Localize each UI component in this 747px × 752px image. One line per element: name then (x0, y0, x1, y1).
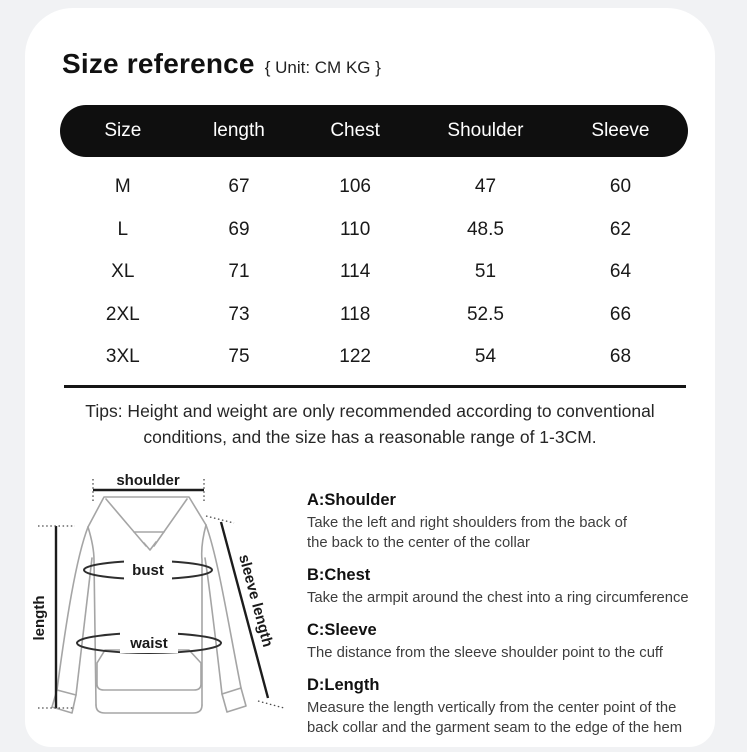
table-cell: 110 (339, 218, 371, 240)
guide-text: Measure the length vertically from the center point of the (307, 700, 677, 716)
hoodie-measurement-diagram (30, 460, 292, 752)
column-header-sleeve: Sleeve (591, 120, 650, 141)
guide-text: The distance from the sleeve shoulder point to the cuff (307, 645, 663, 661)
table-cell: M (114, 176, 131, 198)
size-reference-card (25, 8, 715, 747)
table-cell: 48.5 (466, 218, 504, 240)
how-to-measure-section (25, 460, 715, 747)
table-cell: 60 (609, 176, 632, 198)
size-table-body (60, 166, 688, 379)
table-row-3xl (60, 336, 688, 379)
table-cell: 75 (228, 346, 250, 368)
table-cell: 66 (609, 303, 632, 325)
table-row-l (60, 209, 688, 252)
table-cell: 118 (339, 303, 371, 325)
size-table-header (60, 105, 688, 157)
table-cell: 71 (228, 261, 250, 283)
column-header-length: length (213, 120, 265, 141)
column-header-shoulder: Shoulder (447, 120, 524, 141)
table-underline (64, 385, 686, 388)
tips-text (25, 398, 715, 450)
guide-text: Take the armpit around the chest into a ring circumference (307, 590, 689, 606)
table-cell: 52.5 (466, 303, 504, 325)
table-cell: 68 (609, 346, 632, 368)
table-row-2xl (60, 294, 688, 337)
bust-label: bust (132, 562, 164, 579)
shoulder-label: shoulder (116, 472, 180, 489)
tips-line: conditions, and the size has a reasonable range of 1-3CM. (143, 427, 597, 447)
guide-title: A:Shoulder (307, 491, 396, 509)
guide-item-length (307, 675, 719, 738)
table-cell: 114 (339, 261, 371, 283)
table-cell: L (117, 218, 129, 240)
column-header-chest: Chest (330, 120, 380, 141)
title-row (62, 48, 381, 80)
guide-item-shoulder (307, 490, 719, 553)
hoodie-outline (52, 497, 246, 713)
table-row-m (60, 166, 688, 209)
guide-title: D:Length (307, 676, 380, 694)
table-cell: 47 (474, 176, 497, 198)
length-label: length (31, 595, 48, 641)
table-cell: 51 (474, 261, 497, 283)
guide-title: C:Sleeve (307, 621, 377, 639)
guide-item-sleeve (307, 620, 719, 663)
guide-text: back collar and the garment seam to the edge of the hem (307, 720, 683, 736)
measurement-guide (307, 490, 719, 750)
table-cell: XL (111, 261, 135, 283)
page-title: Size reference (62, 48, 255, 79)
table-cell: 62 (609, 218, 632, 240)
table-cell: 73 (228, 303, 250, 325)
table-cell: 2XL (105, 303, 140, 325)
guide-title: B:Chest (307, 566, 371, 584)
guide-text: the back to the center of the collar (307, 535, 530, 551)
waist-label: waist (130, 635, 168, 652)
sleeve-length-label: sleeve length (235, 552, 277, 649)
table-cell: 106 (339, 176, 371, 198)
tips-line: Tips: Height and weight are only recommended according to conventional (85, 401, 655, 421)
guide-text: Take the left and right shoulders from the back of (307, 515, 627, 531)
column-header-size: Size (104, 120, 142, 141)
table-cell: 3XL (105, 346, 140, 368)
table-cell: 54 (474, 346, 497, 368)
table-cell: 69 (228, 218, 250, 240)
table-cell: 67 (228, 176, 250, 198)
table-cell: 64 (609, 261, 632, 283)
unit-note: { Unit: CM KG } (264, 58, 381, 77)
table-row-xl (60, 251, 688, 294)
guide-item-chest (307, 565, 719, 608)
table-cell: 122 (339, 346, 371, 368)
